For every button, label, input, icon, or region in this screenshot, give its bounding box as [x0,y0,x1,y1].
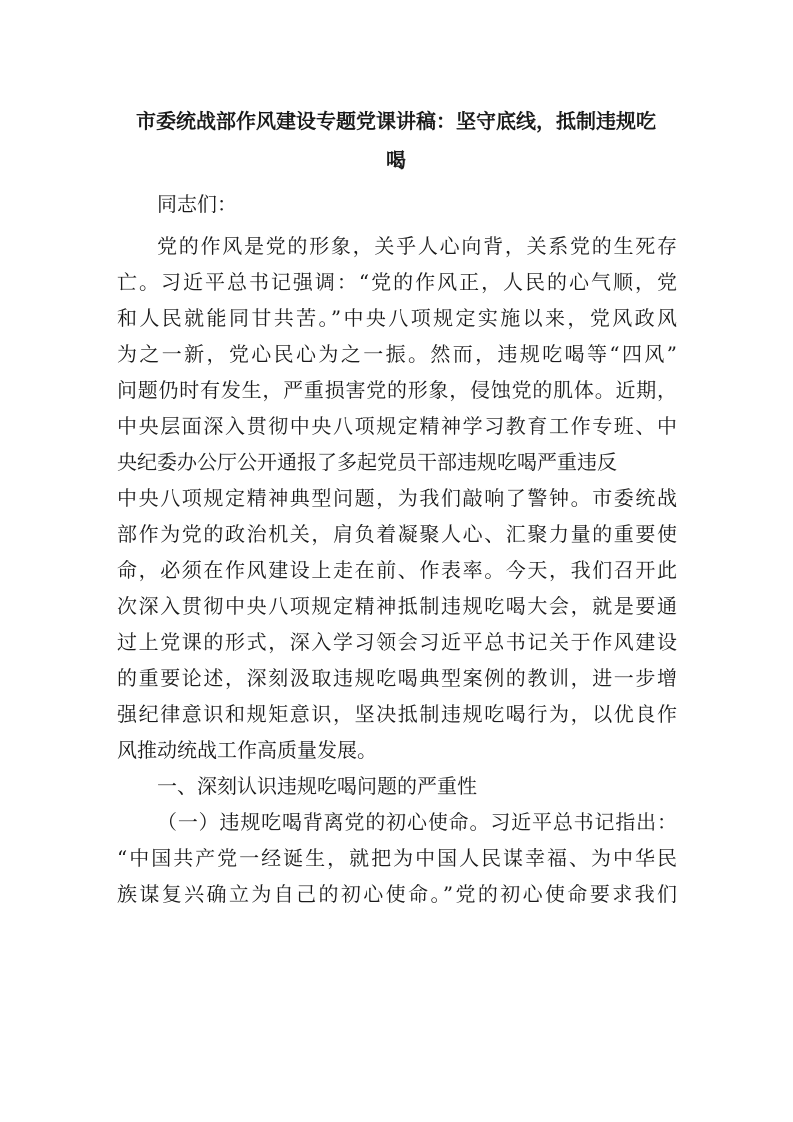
document-title-line-1: 市委统战部作风建设专题党课讲稿：坚守底线，抵制违规吃 [136,109,656,133]
paragraph-line: （一）违规吃喝背离党的初心使命。习近平总书记指出： [157,810,677,834]
document-title-line-2: 喝 [386,148,406,172]
paragraph-line: 央纪委办公厅公开通报了多起党员干部违规吃喝严重违反 [117,450,617,474]
paragraph-line: 中央层面深入贯彻中央八项规定精神学习教育工作专班、中 [117,414,677,438]
paragraph-line: 强纪律意识和规矩意识，坚决抵制违规吃喝行为，以优良作 [117,702,677,726]
paragraph-line: 命，必须在作风建设上走在前、作表率。今天，我们召开此 [117,558,677,582]
paragraph-line: 部作为党的政治机关，肩负着凝聚人心、汇聚力量的重要使 [117,522,677,546]
paragraph-line: 次深入贯彻中央八项规定精神抵制违规吃喝大会，就是要通 [117,594,677,618]
paragraph-line: 风推动统战工作高质量发展。 [117,738,377,762]
paragraph-line: 中央八项规定精神典型问题，为我们敲响了警钟。市委统战 [117,486,677,510]
paragraph-line: 亡。习近平总书记强调：“党的作风正，人民的心气顺，党 [117,270,677,294]
paragraph-line: 族谋复兴确立为自己的初心使命。”党的初心使命要求我们 [117,882,677,906]
salutation: 同志们： [157,192,237,216]
section-heading: 一、深刻认识违规吃喝问题的严重性 [157,774,477,798]
paragraph-line: 问题仍时有发生，严重损害党的形象，侵蚀党的肌体。近期， [117,378,677,402]
paragraph-line: 党的作风是党的形象，关乎人心向背，关系党的生死存 [157,234,677,258]
paragraph-line: 和人民就能同甘共苦。”中央八项规定实施以来，党风政风 [117,306,677,330]
paragraph-line: 过上党课的形式，深入学习领会习近平总书记关于作风建设 [117,630,677,654]
paragraph-line: 为之一新，党心民心为之一振。然而，违规吃喝等“四风” [117,342,677,366]
paragraph-line: 的重要论述，深刻汲取违规吃喝典型案例的教训，进一步增 [117,666,677,690]
paragraph-line: “中国共产党一经诞生，就把为中国人民谋幸福、为中华民 [117,846,677,870]
